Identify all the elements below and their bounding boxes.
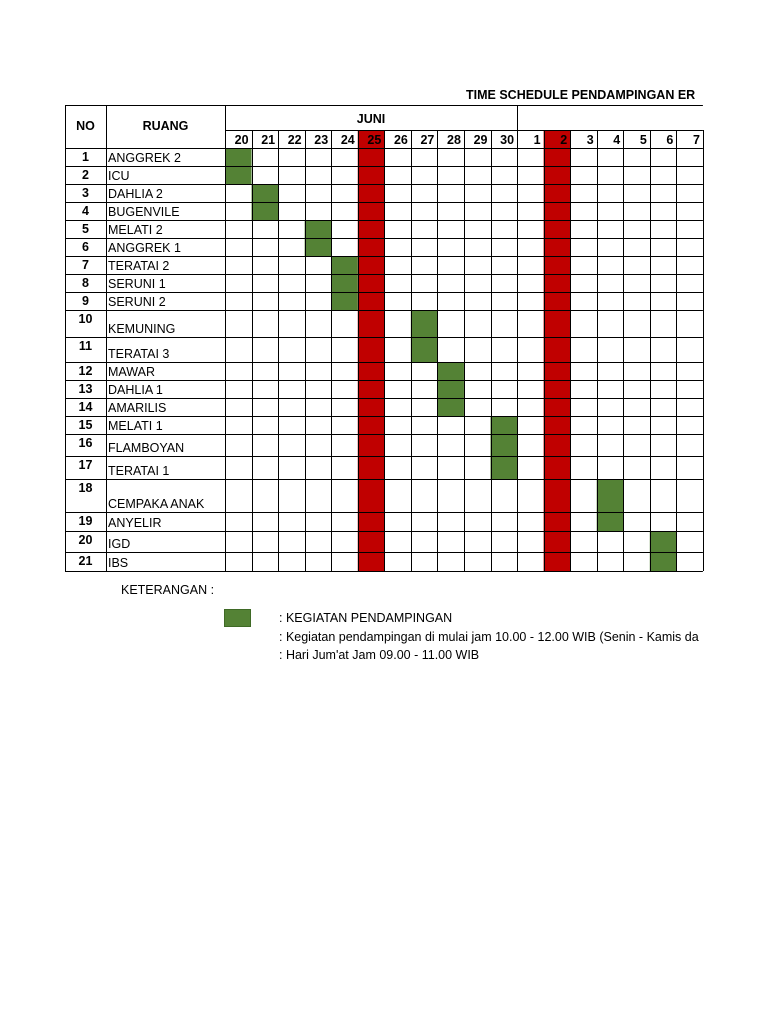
row-room-name: BUGENVILE bbox=[108, 205, 180, 219]
activity-cell bbox=[252, 202, 279, 220]
activity-cell bbox=[491, 416, 518, 434]
activity-cell bbox=[411, 310, 438, 337]
row-number: 18 bbox=[78, 481, 93, 495]
day-header: 21 bbox=[261, 133, 276, 147]
legend-note-friday: : Hari Jum'at Jam 09.00 - 11.00 WIB bbox=[279, 648, 480, 662]
row-number: 21 bbox=[78, 554, 93, 568]
row-room-name: TERATAI 2 bbox=[108, 259, 170, 273]
row-room-name: DAHLIA 2 bbox=[108, 187, 163, 201]
row-room-name: AMARILIS bbox=[108, 401, 167, 415]
row-number: 9 bbox=[82, 294, 89, 308]
day-header: 23 bbox=[314, 133, 329, 147]
day-header: 1 bbox=[533, 133, 541, 147]
row-number: 3 bbox=[82, 186, 89, 200]
activity-cell bbox=[331, 292, 358, 310]
row-number: 17 bbox=[78, 458, 93, 472]
day-header: 3 bbox=[586, 133, 594, 147]
legend-activity-swatch bbox=[224, 609, 251, 627]
row-room-name: ANGGREK 2 bbox=[108, 151, 181, 165]
day-header: 28 bbox=[447, 133, 461, 147]
activity-cell bbox=[437, 362, 464, 380]
row-number: 13 bbox=[78, 382, 93, 396]
row-room-name: ANGGREK 1 bbox=[108, 241, 181, 255]
holiday-column bbox=[358, 130, 385, 571]
row-room-name: TERATAI 1 bbox=[108, 464, 170, 478]
row-number: 8 bbox=[82, 276, 89, 290]
activity-cell bbox=[437, 398, 464, 416]
activity-cell bbox=[491, 434, 518, 456]
row-number: 5 bbox=[82, 222, 89, 236]
row-number: 11 bbox=[78, 339, 93, 353]
activity-cell bbox=[225, 166, 252, 184]
header-month: JUNI bbox=[356, 112, 386, 126]
row-number: 2 bbox=[82, 168, 89, 182]
day-header: 29 bbox=[473, 133, 488, 147]
row-number: 19 bbox=[78, 514, 93, 528]
row-room-name: CEMPAKA ANAK bbox=[108, 497, 205, 511]
activity-cell bbox=[650, 552, 677, 571]
day-header: 6 bbox=[666, 133, 674, 147]
day-header: 7 bbox=[692, 133, 700, 147]
holiday-column bbox=[544, 130, 571, 571]
row-number: 1 bbox=[82, 150, 89, 164]
row-room-name: MELATI 2 bbox=[108, 223, 163, 237]
day-header: 2 bbox=[560, 133, 568, 147]
row-number: 10 bbox=[78, 312, 93, 326]
row-room-name: ICU bbox=[108, 169, 130, 183]
activity-cell bbox=[491, 456, 518, 479]
row-room-name: SERUNI 1 bbox=[108, 277, 166, 291]
row-room-name: ANYELIR bbox=[108, 516, 162, 530]
activity-cell bbox=[331, 256, 358, 274]
legend-heading: KETERANGAN : bbox=[121, 583, 215, 597]
day-header: 5 bbox=[639, 133, 647, 147]
activity-cell bbox=[650, 531, 677, 552]
row-number: 15 bbox=[78, 418, 93, 432]
activity-cell bbox=[225, 148, 252, 166]
activity-cell bbox=[411, 337, 438, 362]
schedule-title: TIME SCHEDULE PENDAMPINGAN ER bbox=[466, 88, 696, 102]
legend-activity-label: : KEGIATAN PENDAMPINGAN bbox=[279, 611, 453, 625]
row-room-name: TERATAI 3 bbox=[108, 347, 170, 361]
activity-cell bbox=[437, 380, 464, 398]
schedule-table bbox=[65, 105, 704, 575]
day-header: 27 bbox=[420, 133, 435, 147]
row-room-name: IGD bbox=[108, 537, 131, 551]
activity-cell bbox=[597, 512, 624, 531]
row-number: 12 bbox=[78, 364, 93, 378]
row-number: 20 bbox=[78, 533, 93, 547]
row-number: 4 bbox=[82, 204, 89, 218]
legend-note-time: : Kegiatan pendampingan di mulai jam 10.00 - 12.00 WIB (Senin - Kamis da bbox=[279, 630, 699, 644]
row-room-name: IBS bbox=[108, 556, 129, 570]
header-ruang: RUANG bbox=[142, 119, 189, 133]
row-number: 14 bbox=[78, 400, 93, 414]
row-room-name: MELATI 1 bbox=[108, 419, 163, 433]
activity-cell bbox=[331, 274, 358, 292]
header-no: NO bbox=[76, 119, 95, 133]
day-header: 24 bbox=[340, 133, 355, 147]
day-header: 25 bbox=[367, 133, 382, 147]
activity-cell bbox=[305, 220, 332, 238]
row-room-name: MAWAR bbox=[108, 365, 155, 379]
day-header: 26 bbox=[393, 133, 408, 147]
day-header: 4 bbox=[613, 133, 621, 147]
row-room-name: KEMUNING bbox=[108, 322, 176, 336]
day-header: 20 bbox=[234, 133, 249, 147]
activity-cell bbox=[252, 184, 279, 202]
day-header: 30 bbox=[500, 133, 515, 147]
row-room-name: DAHLIA 1 bbox=[108, 383, 163, 397]
row-room-name: SERUNI 2 bbox=[108, 295, 166, 309]
activity-cell bbox=[305, 238, 332, 256]
schedule-grid bbox=[65, 105, 704, 575]
row-number: 16 bbox=[78, 436, 93, 450]
row-room-name: FLAMBOYAN bbox=[108, 441, 185, 455]
row-number: 6 bbox=[82, 240, 89, 254]
row-number: 7 bbox=[82, 258, 89, 272]
day-header: 22 bbox=[287, 133, 302, 147]
activity-cell bbox=[597, 479, 624, 512]
